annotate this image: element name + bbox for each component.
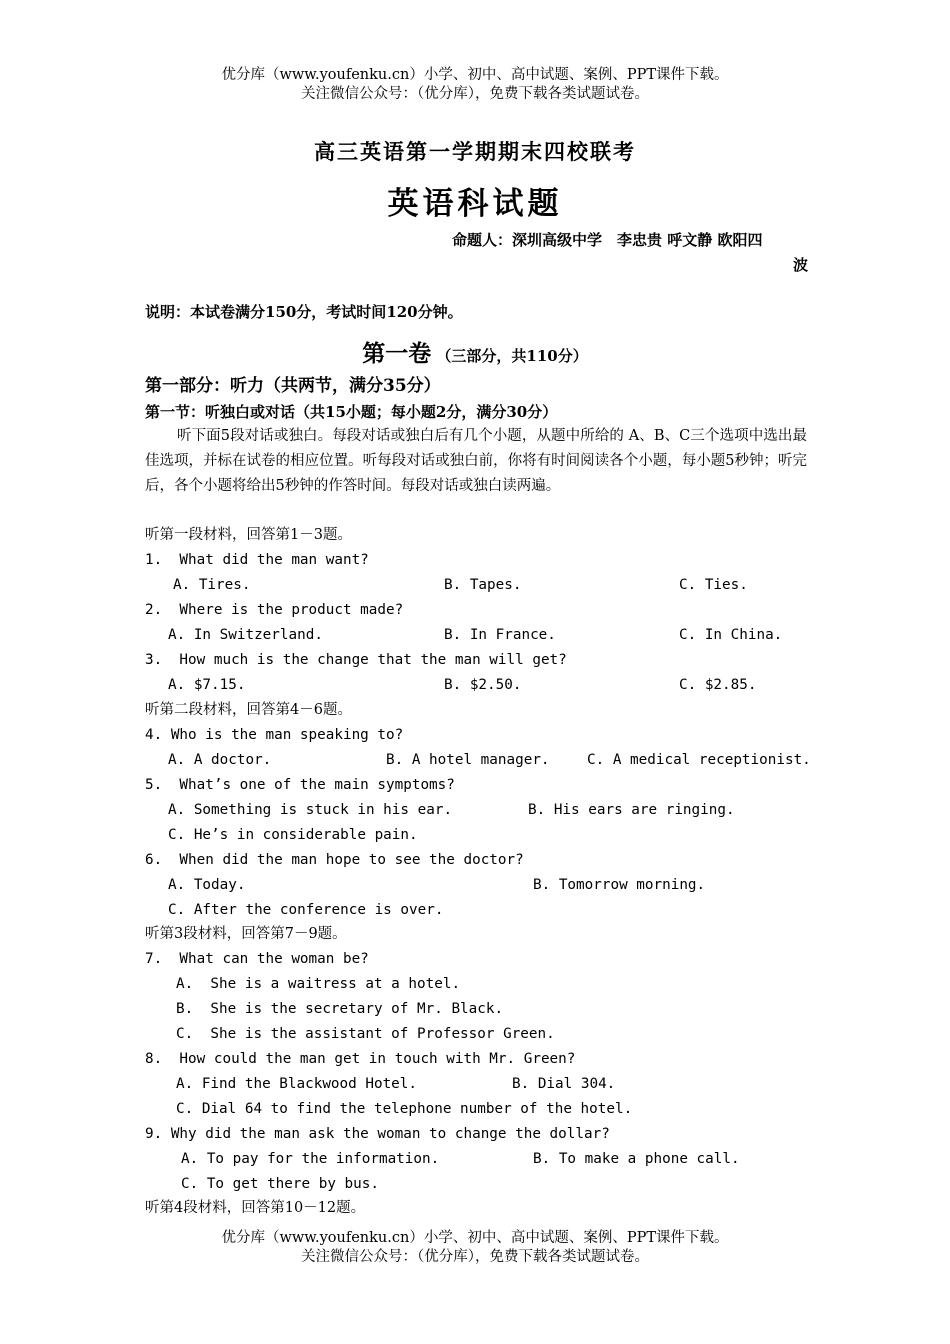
- author-names: 命题人：深圳高级中学 李忠贵 呼文静 欧阳四: [452, 231, 763, 249]
- q8-option-a: A. Find the Blackwood Hotel.: [176, 1076, 418, 1092]
- material-2-label: 听第二段材料，回答第4－6题。: [145, 702, 352, 718]
- q2-option-a: A. In Switzerland.: [168, 627, 323, 643]
- question-6: 6. When did the man hope to see the doctor?: [145, 852, 524, 868]
- q8-option-c: C. Dial 64 to find the telephone number of the hotel.: [176, 1101, 633, 1117]
- q2-option-c: C. In China.: [679, 627, 783, 643]
- question-5: 5. What’s one of the main symptoms?: [145, 777, 455, 793]
- q6-option-b: B. Tomorrow morning.: [533, 877, 706, 893]
- page-footer-line-2: 关注微信公众号：（优分库），免费下载各类试题试卷。: [301, 1249, 649, 1265]
- question-3: 3. How much is the change that the man will get?: [145, 652, 567, 668]
- volume-heading: [0, 335, 950, 368]
- part1-heading: 第一部分：听力（共两节，满分35分）: [145, 376, 441, 396]
- page-footer-line-1: 优分库（www.youfenku.cn）小学、初中、高中试题、案例、PPT课件下载。: [221, 1230, 729, 1246]
- q5-option-b: B. His ears are ringing.: [528, 802, 735, 818]
- material-4-label: 听第4段材料，回答第10－12题。: [145, 1200, 366, 1216]
- q2-option-b: B. In France.: [444, 627, 556, 643]
- q8-option-b: B. Dial 304.: [512, 1076, 616, 1092]
- q4-option-a: A. A doctor.: [168, 752, 272, 768]
- q4-option-b: B. A hotel manager.: [386, 752, 550, 768]
- q3-option-a: A. $7.15.: [168, 677, 246, 693]
- page-header-line-1: 优分库（www.youfenku.cn）小学、初中、高中试题、案例、PPT课件下载。: [221, 67, 729, 83]
- q6-option-c: C. After the conference is over.: [168, 902, 444, 918]
- material-1-label: 听第一段材料，回答第1－3题。: [145, 527, 352, 543]
- author-line: [452, 228, 808, 278]
- q9-option-a: A. To pay for the information.: [181, 1151, 440, 1167]
- q7-option-b: B. She is the secretary of Mr. Black.: [176, 1001, 504, 1017]
- page-header-line-2: 关注微信公众号：（优分库），免费下载各类试题试卷。: [301, 86, 649, 102]
- section1-heading: 第一节：听独白或对话（共15小题；每小题2分，满分30分）: [145, 403, 558, 421]
- exam-title: 高三英语第一学期期末四校联考: [314, 139, 636, 164]
- q1-option-a: A. Tires.: [173, 577, 251, 593]
- volume-name: 第一卷: [362, 340, 432, 367]
- q3-option-c: C. $2.85.: [679, 677, 757, 693]
- question-7: 7. What can the woman be?: [145, 951, 369, 967]
- q5-option-c: C. He’s in considerable pain.: [168, 827, 418, 843]
- q4-option-c: C. A medical receptionist.: [587, 752, 811, 768]
- exam-instructions: 说明：本试卷满分150分，考试时间120分钟。: [145, 303, 463, 321]
- volume-note: （三部分，共110分）: [436, 347, 588, 365]
- question-8: 8. How could the man get in touch with Mr. Green?: [145, 1051, 576, 1067]
- q9-option-c: C. To get there by bus.: [181, 1176, 379, 1192]
- question-1: 1. What did the man want?: [145, 552, 369, 568]
- listening-directions: 听下面5段对话或独白。每段对话或独白后有几个小题，从题中所给的 A、B、C三个选项中选出最佳选项，并标在试卷的相应位置。听每段对话或独白前，你将有时间阅读各个小题，每小题5秒钟；听完后，各个小题将给出5秒钟的作答时间。每段对话或独白读两遍。: [145, 428, 807, 494]
- q1-option-c: C. Ties.: [679, 577, 748, 593]
- q3-option-b: B. $2.50.: [444, 677, 522, 693]
- q5-option-a: A. Something is stuck in his ear.: [168, 802, 453, 818]
- q1-option-b: B. Tapes.: [444, 577, 522, 593]
- subject-title: 英语科试题: [387, 186, 563, 222]
- q7-option-a: A. She is a waitress at a hotel.: [176, 976, 461, 992]
- question-9: 9. Why did the man ask the woman to change the dollar?: [145, 1126, 610, 1142]
- q7-option-c: C. She is the assistant of Professor Green.: [176, 1026, 555, 1042]
- q6-option-a: A. Today.: [168, 877, 246, 893]
- material-3-label: 听第3段材料，回答第7－9题。: [145, 926, 347, 942]
- author-names-tail: 波: [792, 256, 808, 274]
- q9-option-b: B. To make a phone call.: [533, 1151, 740, 1167]
- question-2: 2. Where is the product made?: [145, 602, 404, 618]
- question-4: 4. Who is the man speaking to?: [145, 727, 404, 743]
